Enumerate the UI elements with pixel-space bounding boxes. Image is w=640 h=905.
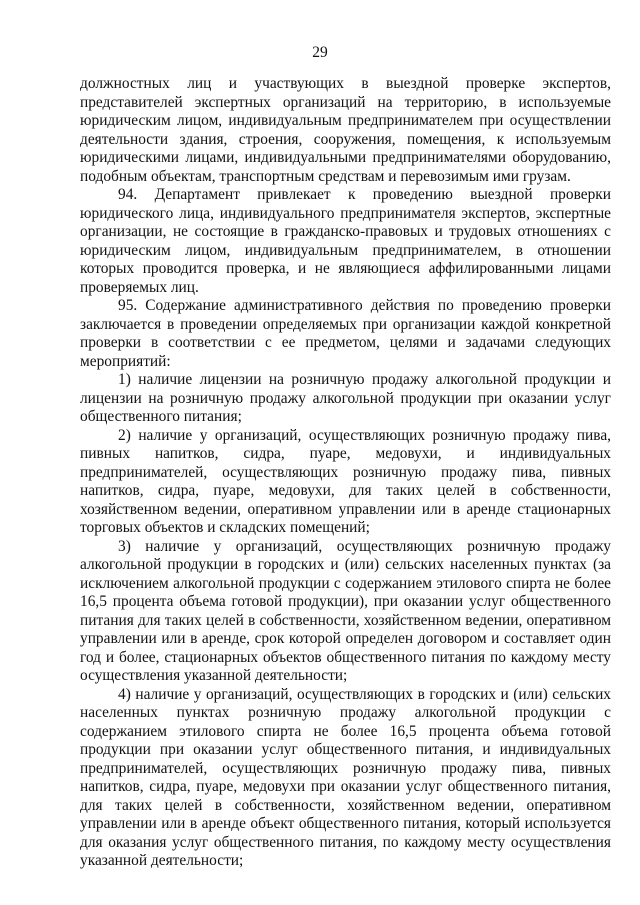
page-number: 29 bbox=[312, 44, 328, 61]
list-item-2: 2) наличие у организаций, осуществляющих розничную продажу пива, пивных напитков, сидра, пуаре, медовухи, и индивидуальных предпринимателей, осуществляющих розничную продажу пива, пивных напитков, сидра, пуаре, медовухи, для таких целей в собственности, хозяйственном ведении, оперативном управлении или в аренде стационарных торговых объектов и складских помещений; bbox=[80, 426, 611, 536]
list-item-1: 1) наличие лицензии на розничную продажу алкогольной продукции и лицензии на розничную продажу алкогольной продукции при оказании услуг общественного питания; bbox=[80, 371, 611, 425]
paragraph-94: 94. Департамент привлекает к проведению выездной проверки юридического лица, индивидуального предпринимателя экспертов, экспертные организации, не состоящие в гражданско-правовых и трудовых отношениях с юридическим лицом, индивидуальным предпринимателем, в отношении которых проводится проверка, и не являющиеся аффилированными лицами проверяемых лиц. bbox=[80, 186, 611, 296]
paragraph-continuation: должностных лиц и участвующих в выездной проверке экспертов, представителей экспертных организаций на территорию, в используемые юридическим лицом, индивидуальным предпринимателем при осуществлении деятельности здания, строения, сооружения, помещения, к используемым юридическими лицами, индивидуальными предпринимателями оборудованию, подобным объектам, транспортным средствам и перевозимым ими грузам. bbox=[80, 75, 611, 185]
list-item-4: 4) наличие у организаций, осуществляющих в городских и (или) сельских населенных пунктах розничную продажу алкогольной продукции с содержанием этилового спирта не более 16,5 процента объема готовой продукции при оказании услуг общественного питания, и индивидуальных предпринимателей, осуществляющих розничную продажу пива, пивных напитков, сидра, пуаре, медовухи при оказании услуг общественного питания, для таких целей в собственности, хозяйственном ведении, оперативном управлении или в аренде объект общественного питания, который используется для оказания услуг общественного питания, по каждому месту осуществления указанной деятельности; bbox=[80, 685, 611, 869]
list-item-3: 3) наличие у организаций, осуществляющих розничную продажу алкогольной продукции в городских и (или) сельских населенных пунктах (за исключением алкогольной продукции с содержанием этилового спирта не более 16,5 процента объема готовой продукции), при оказании услуг общественного питания для таких целей в собственности, хозяйственном ведении, оперативном управлении или в аренде, срок которой определен договором и составляет один год и более, стационарных объектов общественного питания по каждому месту осуществления указанной деятельности; bbox=[80, 537, 611, 684]
document-body bbox=[80, 75, 611, 871]
paragraph-95: 95. Содержание административного действия по проведению проверки заключается в проведении определяемых при организации каждой конкретной проверки в соответствии с ее предметом, целями и задачами следующих мероприятий: bbox=[80, 297, 611, 370]
